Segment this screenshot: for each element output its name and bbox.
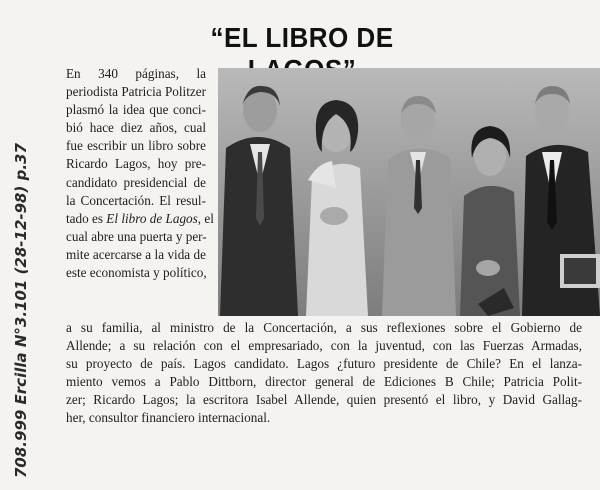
column-line: este economista y político, [66,265,207,281]
column-line-suffix: , el [197,210,214,226]
column-line: candidato presidencial de [66,174,206,190]
article-headline: “EL LIBRO DE [210,22,394,53]
column-line: fue escribir un libro sobre [66,138,206,154]
body-line: Allende; a su relación con el empresariado, con la juventud, con las Fuerzas Armadas, [66,338,582,354]
body-line: zer; Ricardo Lagos; la escritora Isabel Allende, quien presentó el libro, y David Gallag- [66,392,582,408]
body-line: a su familia, al ministro de la Concertación, a sus reflexiones sobre el Gobierno de [66,320,582,335]
body-line: her, consultor financiero internacional. [66,410,271,426]
book-title: El libro de Lagos [106,210,198,226]
column-line-prefix: tado es [66,210,107,226]
column-line: periodista Patricia Politzer [66,84,206,100]
article-column-text [66,65,214,282]
column-line-book [66,210,214,228]
column-line: cual abre una puerta y per- [66,228,207,244]
article-full-width-text [66,319,582,428]
column-line: plasmó la idea que conci- [66,102,206,118]
body-line: miento vemos a Pablo Dittborn, director general de Ediciones B Chile; Patricia Polit- [66,374,582,390]
column-line: bió hace diez años, cual [66,120,206,136]
column-line: En 340 páginas, la [66,66,206,81]
body-line: su proyecto de país. Lagos candidato. Lagos ¿futuro presidente de Chile? En el lanza- [66,356,582,372]
group-photo [218,68,600,316]
catalog-note-text: 708.999 Ercilla N°3.101 (28-12-98) p.37 [12,143,30,478]
column-line: Ricardo Lagos, hoy pre- [66,156,206,172]
handwritten-catalog-note [4,8,38,484]
column-line: mite acercarse a la vida de [66,246,206,262]
column-line: la Concertación. El resul- [66,192,206,208]
